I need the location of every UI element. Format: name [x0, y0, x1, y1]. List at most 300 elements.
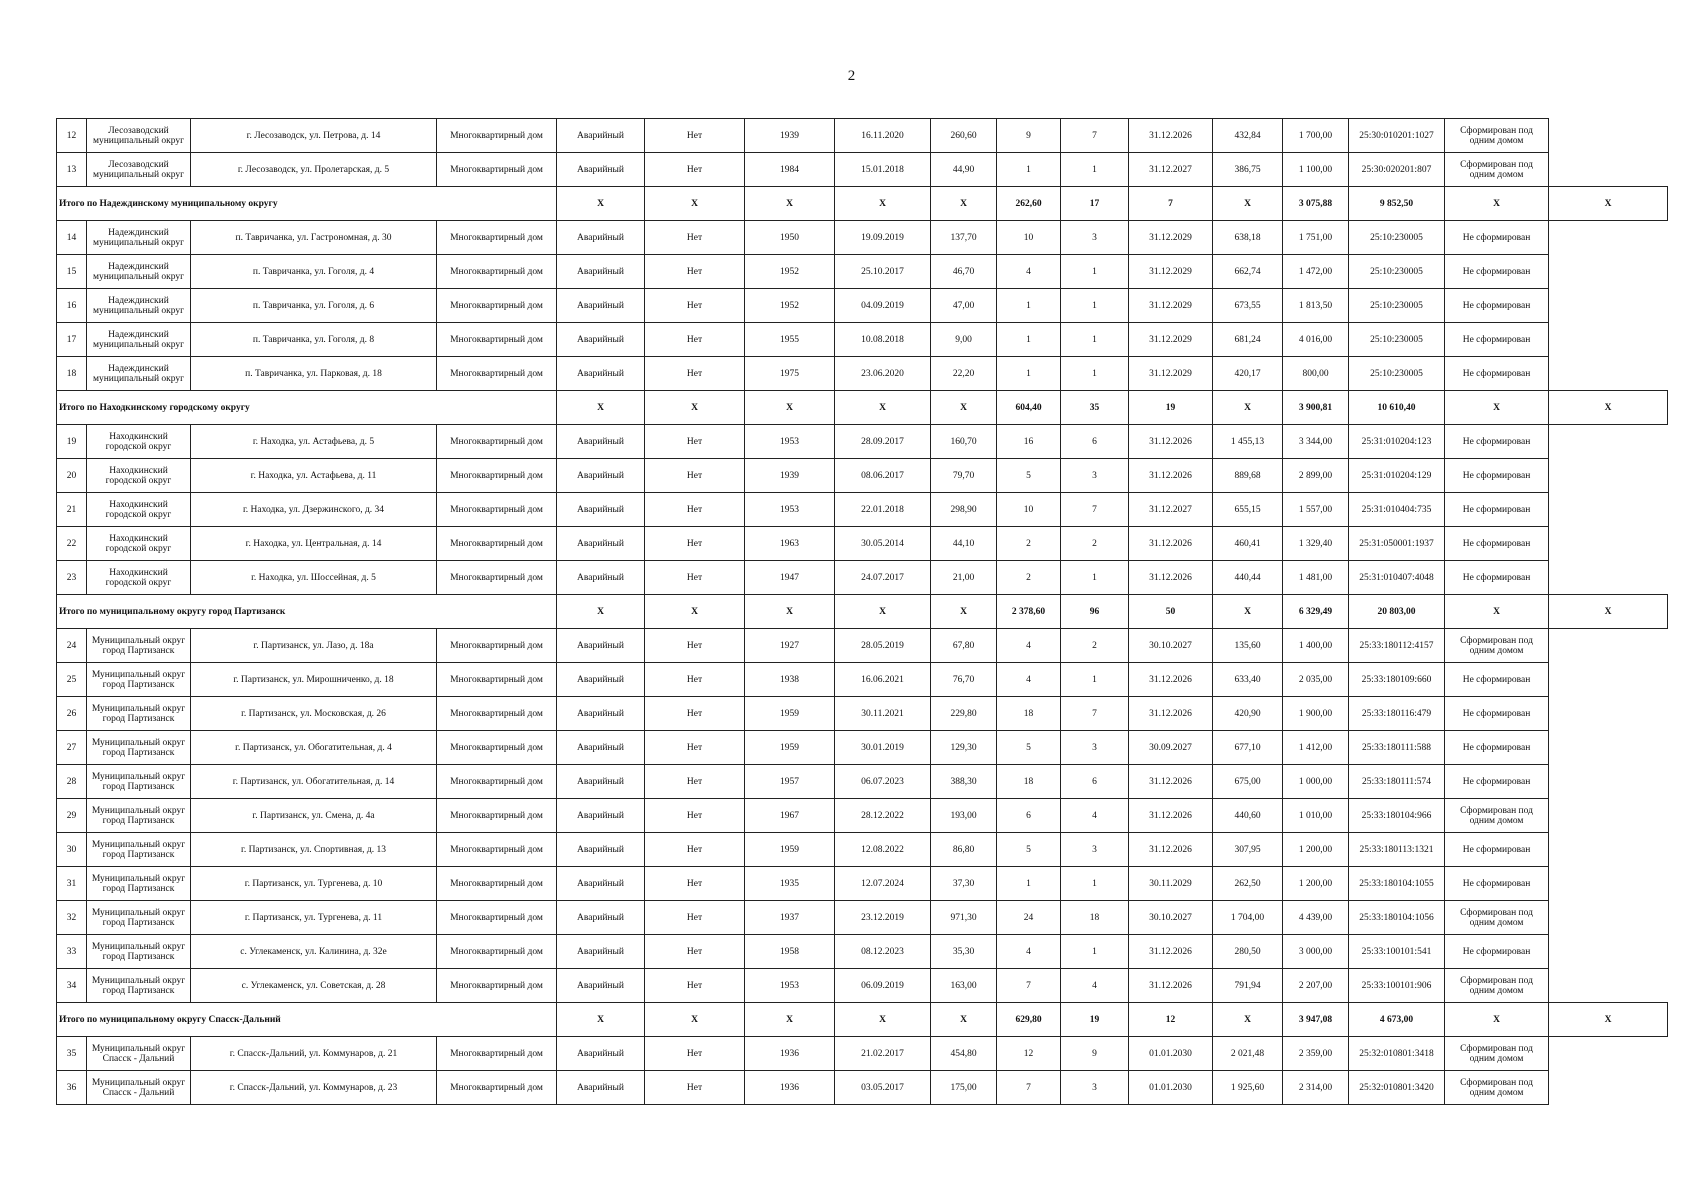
subtotal-value-1: 3 947,08: [1283, 1003, 1349, 1037]
value-1: 440,44: [1213, 561, 1283, 595]
recognition-date: 10.08.2018: [835, 323, 931, 357]
municipality-name: Находкинский городской округ: [87, 561, 191, 595]
building-condition: Аварийный: [557, 561, 645, 595]
municipality-name: Муниципальный округ город Партизанск: [87, 867, 191, 901]
flats-count: 7: [1061, 697, 1129, 731]
relocation-deadline: 31.12.2026: [1129, 119, 1213, 153]
row-number: 24: [57, 629, 87, 663]
address: с. Углекаменск, ул. Советская, д. 28: [191, 969, 437, 1003]
building-condition: Аварийный: [557, 697, 645, 731]
address: п. Тавричанка, ул. Гастрономная, д. 30: [191, 221, 437, 255]
row-number: 18: [57, 357, 87, 391]
recognition-date: 16.06.2021: [835, 663, 931, 697]
address: с. Углекаменск, ул. Калинина, д. 32е: [191, 935, 437, 969]
construction-year: 1927: [745, 629, 835, 663]
relocation-deadline: 31.12.2026: [1129, 969, 1213, 1003]
table-body: [57, 119, 1668, 1105]
area-value: 175,00: [931, 1071, 997, 1105]
flats-count: 3: [1061, 731, 1129, 765]
recognition-date: 28.12.2022: [835, 799, 931, 833]
value-2: 1 751,00: [1283, 221, 1349, 255]
building-condition: Аварийный: [557, 255, 645, 289]
municipality-name: Муниципальный округ город Партизанск: [87, 731, 191, 765]
construction-year: 1975: [745, 357, 835, 391]
flats-count: 2: [1061, 527, 1129, 561]
table-row: [57, 493, 1668, 527]
area-value: 67,80: [931, 629, 997, 663]
table-row: [57, 153, 1668, 187]
address: г. Партизанск, ул. Спортивная, д. 13: [191, 833, 437, 867]
cadastral-number: 25:30:010201:1027: [1349, 119, 1445, 153]
residents-count: 5: [997, 731, 1061, 765]
building-type: Многоквартирный дом: [437, 799, 557, 833]
flag-value: Нет: [645, 663, 745, 697]
table-row: [57, 833, 1668, 867]
residents-count: 4: [997, 629, 1061, 663]
value-2: 2 035,00: [1283, 663, 1349, 697]
municipality-name: Надеждинский муниципальный округ: [87, 357, 191, 391]
residents-count: 24: [997, 901, 1061, 935]
row-number: 36: [57, 1071, 87, 1105]
recognition-date: 06.09.2019: [835, 969, 931, 1003]
land-plot-status: Сформирован под одним домом: [1445, 1071, 1549, 1105]
residents-count: 9: [997, 119, 1061, 153]
municipality-name: Муниципальный округ город Партизанск: [87, 969, 191, 1003]
cadastral-number: 25:33:180111:574: [1349, 765, 1445, 799]
flats-count: 1: [1061, 561, 1129, 595]
value-2: 2 899,00: [1283, 459, 1349, 493]
x-mark: X: [1213, 595, 1283, 629]
value-1: 633,40: [1213, 663, 1283, 697]
building-type: Многоквартирный дом: [437, 459, 557, 493]
row-number: 12: [57, 119, 87, 153]
subtotal-label: Итого по Находкинскому городскому округу: [57, 391, 557, 425]
subtotal-value-2: 20 803,00: [1349, 595, 1445, 629]
row-number: 27: [57, 731, 87, 765]
row-number: 19: [57, 425, 87, 459]
table-row: [57, 935, 1668, 969]
flats-count: 7: [1061, 119, 1129, 153]
building-type: Многоквартирный дом: [437, 255, 557, 289]
flag-value: Нет: [645, 901, 745, 935]
municipality-name: Находкинский городской округ: [87, 493, 191, 527]
value-1: 1 704,00: [1213, 901, 1283, 935]
building-condition: Аварийный: [557, 425, 645, 459]
table-row: [57, 867, 1668, 901]
relocation-deadline: 31.12.2029: [1129, 221, 1213, 255]
flag-value: Нет: [645, 493, 745, 527]
cadastral-number: 25:10:230005: [1349, 289, 1445, 323]
building-type: Многоквартирный дом: [437, 867, 557, 901]
subtotal-label: Итого по Надеждинскому муниципальному округу: [57, 187, 557, 221]
flats-count: 1: [1061, 867, 1129, 901]
table-row: [57, 663, 1668, 697]
cadastral-number: 25:31:010404:735: [1349, 493, 1445, 527]
row-number: 17: [57, 323, 87, 357]
address: г. Спасск-Дальний, ул. Коммунаров, д. 23: [191, 1071, 437, 1105]
value-1: 638,18: [1213, 221, 1283, 255]
cadastral-number: 25:10:230005: [1349, 255, 1445, 289]
value-1: 655,15: [1213, 493, 1283, 527]
construction-year: 1936: [745, 1071, 835, 1105]
address: п. Тавричанка, ул. Парковая, д. 18: [191, 357, 437, 391]
residents-count: 7: [997, 969, 1061, 1003]
value-2: 2 314,00: [1283, 1071, 1349, 1105]
table-row: [57, 561, 1668, 595]
residents-count: 1: [997, 867, 1061, 901]
subtotal-row: [57, 595, 1668, 629]
x-mark: X: [1549, 595, 1668, 629]
recognition-date: 24.07.2017: [835, 561, 931, 595]
recognition-date: 23.12.2019: [835, 901, 931, 935]
building-condition: Аварийный: [557, 289, 645, 323]
row-number: 30: [57, 833, 87, 867]
value-1: 662,74: [1213, 255, 1283, 289]
row-number: 21: [57, 493, 87, 527]
relocation-deadline: 31.12.2026: [1129, 663, 1213, 697]
address: г. Партизанск, ул. Московская, д. 26: [191, 697, 437, 731]
subtotal-value-2: 9 852,50: [1349, 187, 1445, 221]
row-number: 16: [57, 289, 87, 323]
area-value: 22,20: [931, 357, 997, 391]
table-row: [57, 969, 1668, 1003]
value-2: 1 200,00: [1283, 833, 1349, 867]
flats-count: 1: [1061, 935, 1129, 969]
building-type: Многоквартирный дом: [437, 697, 557, 731]
flag-value: Нет: [645, 323, 745, 357]
cadastral-number: 25:33:100101:906: [1349, 969, 1445, 1003]
value-2: 1 813,50: [1283, 289, 1349, 323]
cadastral-number: 25:33:180116:479: [1349, 697, 1445, 731]
construction-year: 1955: [745, 323, 835, 357]
relocation-deadline: 31.12.2026: [1129, 697, 1213, 731]
area-value: 129,30: [931, 731, 997, 765]
x-mark: X: [931, 391, 997, 425]
x-mark: X: [1445, 1003, 1549, 1037]
address: г. Партизанск, ул. Обогатительная, д. 4: [191, 731, 437, 765]
area-value: 388,30: [931, 765, 997, 799]
subtotal-row: [57, 391, 1668, 425]
flag-value: Нет: [645, 629, 745, 663]
x-mark: X: [745, 1003, 835, 1037]
land-plot-status: Сформирован под одним домом: [1445, 1037, 1549, 1071]
value-1: 280,50: [1213, 935, 1283, 969]
table-row: [57, 527, 1668, 561]
cadastral-number: 25:10:230005: [1349, 357, 1445, 391]
building-type: Многоквартирный дом: [437, 561, 557, 595]
flats-count: 7: [1061, 493, 1129, 527]
table-row: [57, 1071, 1668, 1105]
building-type: Многоквартирный дом: [437, 731, 557, 765]
flats-count: 3: [1061, 459, 1129, 493]
residents-count: 1: [997, 153, 1061, 187]
building-condition: Аварийный: [557, 153, 645, 187]
cadastral-number: 25:31:050001:1937: [1349, 527, 1445, 561]
x-mark: X: [835, 391, 931, 425]
cadastral-number: 25:31:010204:123: [1349, 425, 1445, 459]
land-plot-status: Не сформирован: [1445, 221, 1549, 255]
construction-year: 1937: [745, 901, 835, 935]
area-value: 9,00: [931, 323, 997, 357]
subtotal-flats: 50: [1129, 595, 1213, 629]
subtotal-flats: 7: [1129, 187, 1213, 221]
recognition-date: 16.11.2020: [835, 119, 931, 153]
flats-count: 2: [1061, 629, 1129, 663]
relocation-deadline: 31.12.2027: [1129, 153, 1213, 187]
municipality-name: Муниципальный округ город Партизанск: [87, 629, 191, 663]
x-mark: X: [931, 595, 997, 629]
value-2: 3 000,00: [1283, 935, 1349, 969]
relocation-deadline: 31.12.2029: [1129, 255, 1213, 289]
table-row: [57, 425, 1668, 459]
x-mark: X: [645, 391, 745, 425]
subtotal-residents: 96: [1061, 595, 1129, 629]
value-2: 1 329,40: [1283, 527, 1349, 561]
cadastral-number: 25:33:180111:588: [1349, 731, 1445, 765]
x-mark: X: [557, 391, 645, 425]
building-condition: Аварийный: [557, 867, 645, 901]
residents-count: 6: [997, 799, 1061, 833]
cadastral-number: 25:30:020201:807: [1349, 153, 1445, 187]
flag-value: Нет: [645, 1071, 745, 1105]
flag-value: Нет: [645, 867, 745, 901]
flag-value: Нет: [645, 119, 745, 153]
subtotal-area: 629,80: [997, 1003, 1061, 1037]
land-plot-status: Не сформирован: [1445, 357, 1549, 391]
municipality-name: Муниципальный округ город Партизанск: [87, 765, 191, 799]
table-row: [57, 765, 1668, 799]
value-2: 1 010,00: [1283, 799, 1349, 833]
value-1: 262,50: [1213, 867, 1283, 901]
municipality-name: Надеждинский муниципальный округ: [87, 221, 191, 255]
row-number: 26: [57, 697, 87, 731]
x-mark: X: [745, 187, 835, 221]
table-row: [57, 901, 1668, 935]
address: г. Лесозаводск, ул. Пролетарская, д. 5: [191, 153, 437, 187]
construction-year: 1936: [745, 1037, 835, 1071]
cadastral-number: 25:32:010801:3420: [1349, 1071, 1445, 1105]
residents-count: 18: [997, 697, 1061, 731]
value-1: 420,90: [1213, 697, 1283, 731]
construction-year: 1959: [745, 697, 835, 731]
building-type: Многоквартирный дом: [437, 629, 557, 663]
building-condition: Аварийный: [557, 357, 645, 391]
address: п. Тавричанка, ул. Гоголя, д. 6: [191, 289, 437, 323]
land-plot-status: Сформирован под одним домом: [1445, 119, 1549, 153]
area-value: 971,30: [931, 901, 997, 935]
x-mark: X: [1445, 391, 1549, 425]
relocation-deadline: 30.10.2027: [1129, 901, 1213, 935]
recognition-date: 28.05.2019: [835, 629, 931, 663]
land-plot-status: Не сформирован: [1445, 833, 1549, 867]
land-plot-status: Не сформирован: [1445, 561, 1549, 595]
recognition-date: 06.07.2023: [835, 765, 931, 799]
residents-count: 4: [997, 255, 1061, 289]
land-plot-status: Не сформирован: [1445, 527, 1549, 561]
area-value: 46,70: [931, 255, 997, 289]
area-value: 163,00: [931, 969, 997, 1003]
relocation-deadline: 31.12.2029: [1129, 357, 1213, 391]
x-mark: X: [835, 187, 931, 221]
construction-year: 1963: [745, 527, 835, 561]
value-2: 1 000,00: [1283, 765, 1349, 799]
residents-count: 1: [997, 357, 1061, 391]
building-condition: Аварийный: [557, 119, 645, 153]
municipality-name: Муниципальный округ город Партизанск: [87, 697, 191, 731]
municipality-name: Находкинский городской округ: [87, 459, 191, 493]
row-number: 35: [57, 1037, 87, 1071]
residents-count: 4: [997, 663, 1061, 697]
construction-year: 1959: [745, 833, 835, 867]
cadastral-number: 25:31:010204:129: [1349, 459, 1445, 493]
building-type: Многоквартирный дом: [437, 425, 557, 459]
land-plot-status: Не сформирован: [1445, 459, 1549, 493]
residents-count: 2: [997, 527, 1061, 561]
area-value: 37,30: [931, 867, 997, 901]
x-mark: X: [1213, 187, 1283, 221]
value-1: 675,00: [1213, 765, 1283, 799]
subtotal-residents: 35: [1061, 391, 1129, 425]
municipality-name: Лесозаводский муниципальный округ: [87, 119, 191, 153]
address: г. Находка, ул. Шоссейная, д. 5: [191, 561, 437, 595]
recognition-date: 03.05.2017: [835, 1071, 931, 1105]
flag-value: Нет: [645, 799, 745, 833]
flag-value: Нет: [645, 1037, 745, 1071]
value-1: 673,55: [1213, 289, 1283, 323]
row-number: 15: [57, 255, 87, 289]
value-2: 1 900,00: [1283, 697, 1349, 731]
municipality-name: Муниципальный округ город Партизанск: [87, 901, 191, 935]
row-number: 22: [57, 527, 87, 561]
land-plot-status: Не сформирован: [1445, 867, 1549, 901]
land-plot-status: Не сформирован: [1445, 765, 1549, 799]
subtotal-value-1: 6 329,49: [1283, 595, 1349, 629]
municipality-name: Надеждинский муниципальный округ: [87, 323, 191, 357]
row-number: 29: [57, 799, 87, 833]
x-mark: X: [745, 391, 835, 425]
x-mark: X: [745, 595, 835, 629]
value-2: 1 700,00: [1283, 119, 1349, 153]
address: г. Партизанск, ул. Обогатительная, д. 14: [191, 765, 437, 799]
building-condition: Аварийный: [557, 799, 645, 833]
flats-count: 1: [1061, 663, 1129, 697]
value-2: 4 016,00: [1283, 323, 1349, 357]
cadastral-number: 25:33:180104:1056: [1349, 901, 1445, 935]
value-2: 1 200,00: [1283, 867, 1349, 901]
land-plot-status: Не сформирован: [1445, 289, 1549, 323]
flag-value: Нет: [645, 459, 745, 493]
address: г. Партизанск, ул. Смена, д. 4а: [191, 799, 437, 833]
flats-count: 3: [1061, 1071, 1129, 1105]
value-2: 800,00: [1283, 357, 1349, 391]
municipality-name: Находкинский городской округ: [87, 425, 191, 459]
building-type: Многоквартирный дом: [437, 357, 557, 391]
address: г. Партизанск, ул. Тургенева, д. 11: [191, 901, 437, 935]
building-type: Многоквартирный дом: [437, 119, 557, 153]
x-mark: X: [557, 595, 645, 629]
flats-count: 18: [1061, 901, 1129, 935]
residents-count: 12: [997, 1037, 1061, 1071]
cadastral-number: 25:33:180104:1055: [1349, 867, 1445, 901]
address: г. Партизанск, ул. Тургенева, д. 10: [191, 867, 437, 901]
recognition-date: 15.01.2018: [835, 153, 931, 187]
flag-value: Нет: [645, 833, 745, 867]
flag-value: Нет: [645, 357, 745, 391]
municipality-name: Муниципальный округ Спасск - Дальний: [87, 1071, 191, 1105]
land-plot-status: Сформирован под одним домом: [1445, 969, 1549, 1003]
value-1: 440,60: [1213, 799, 1283, 833]
flag-value: Нет: [645, 561, 745, 595]
relocation-deadline: 30.10.2027: [1129, 629, 1213, 663]
construction-year: 1953: [745, 425, 835, 459]
value-1: 307,95: [1213, 833, 1283, 867]
area-value: 160,70: [931, 425, 997, 459]
flats-count: 1: [1061, 357, 1129, 391]
table-row: [57, 697, 1668, 731]
building-condition: Аварийный: [557, 1037, 645, 1071]
residents-count: 5: [997, 833, 1061, 867]
value-2: 4 439,00: [1283, 901, 1349, 935]
municipality-name: Надеждинский муниципальный округ: [87, 255, 191, 289]
building-condition: Аварийный: [557, 833, 645, 867]
subtotal-flats: 12: [1129, 1003, 1213, 1037]
building-condition: Аварийный: [557, 323, 645, 357]
recognition-date: 30.01.2019: [835, 731, 931, 765]
recognition-date: 30.11.2021: [835, 697, 931, 731]
recognition-date: 19.09.2019: [835, 221, 931, 255]
subtotal-row: [57, 1003, 1668, 1037]
building-type: Многоквартирный дом: [437, 833, 557, 867]
building-condition: Аварийный: [557, 527, 645, 561]
flag-value: Нет: [645, 697, 745, 731]
value-2: 1 400,00: [1283, 629, 1349, 663]
area-value: 44,90: [931, 153, 997, 187]
relocation-deadline: 31.12.2029: [1129, 323, 1213, 357]
housing-register-table: [56, 118, 1668, 1105]
cadastral-number: 25:10:230005: [1349, 221, 1445, 255]
relocation-deadline: 31.12.2026: [1129, 833, 1213, 867]
building-type: Многоквартирный дом: [437, 323, 557, 357]
table-row: [57, 799, 1668, 833]
table-row: [57, 119, 1668, 153]
subtotal-label: Итого по муниципальному округу город Партизанск: [57, 595, 557, 629]
row-number: 31: [57, 867, 87, 901]
cadastral-number: 25:33:100101:541: [1349, 935, 1445, 969]
cadastral-number: 25:31:010407:4048: [1349, 561, 1445, 595]
building-condition: Аварийный: [557, 493, 645, 527]
flag-value: Нет: [645, 153, 745, 187]
municipality-name: Муниципальный округ город Партизанск: [87, 799, 191, 833]
municipality-name: Муниципальный округ город Партизанск: [87, 833, 191, 867]
value-1: 889,68: [1213, 459, 1283, 493]
x-mark: X: [1549, 391, 1668, 425]
value-2: 1 481,00: [1283, 561, 1349, 595]
table-row: [57, 1037, 1668, 1071]
row-number: 32: [57, 901, 87, 935]
building-type: Многоквартирный дом: [437, 901, 557, 935]
relocation-deadline: 31.12.2027: [1129, 493, 1213, 527]
address: г. Лесозаводск, ул. Петрова, д. 14: [191, 119, 437, 153]
address: г. Партизанск, ул. Мирошниченко, д. 18: [191, 663, 437, 697]
construction-year: 1947: [745, 561, 835, 595]
row-number: 14: [57, 221, 87, 255]
residents-count: 2: [997, 561, 1061, 595]
municipality-name: Муниципальный округ город Партизанск: [87, 663, 191, 697]
land-plot-status: Не сформирован: [1445, 663, 1549, 697]
residents-count: 10: [997, 493, 1061, 527]
recognition-date: 23.06.2020: [835, 357, 931, 391]
cadastral-number: 25:33:180104:966: [1349, 799, 1445, 833]
